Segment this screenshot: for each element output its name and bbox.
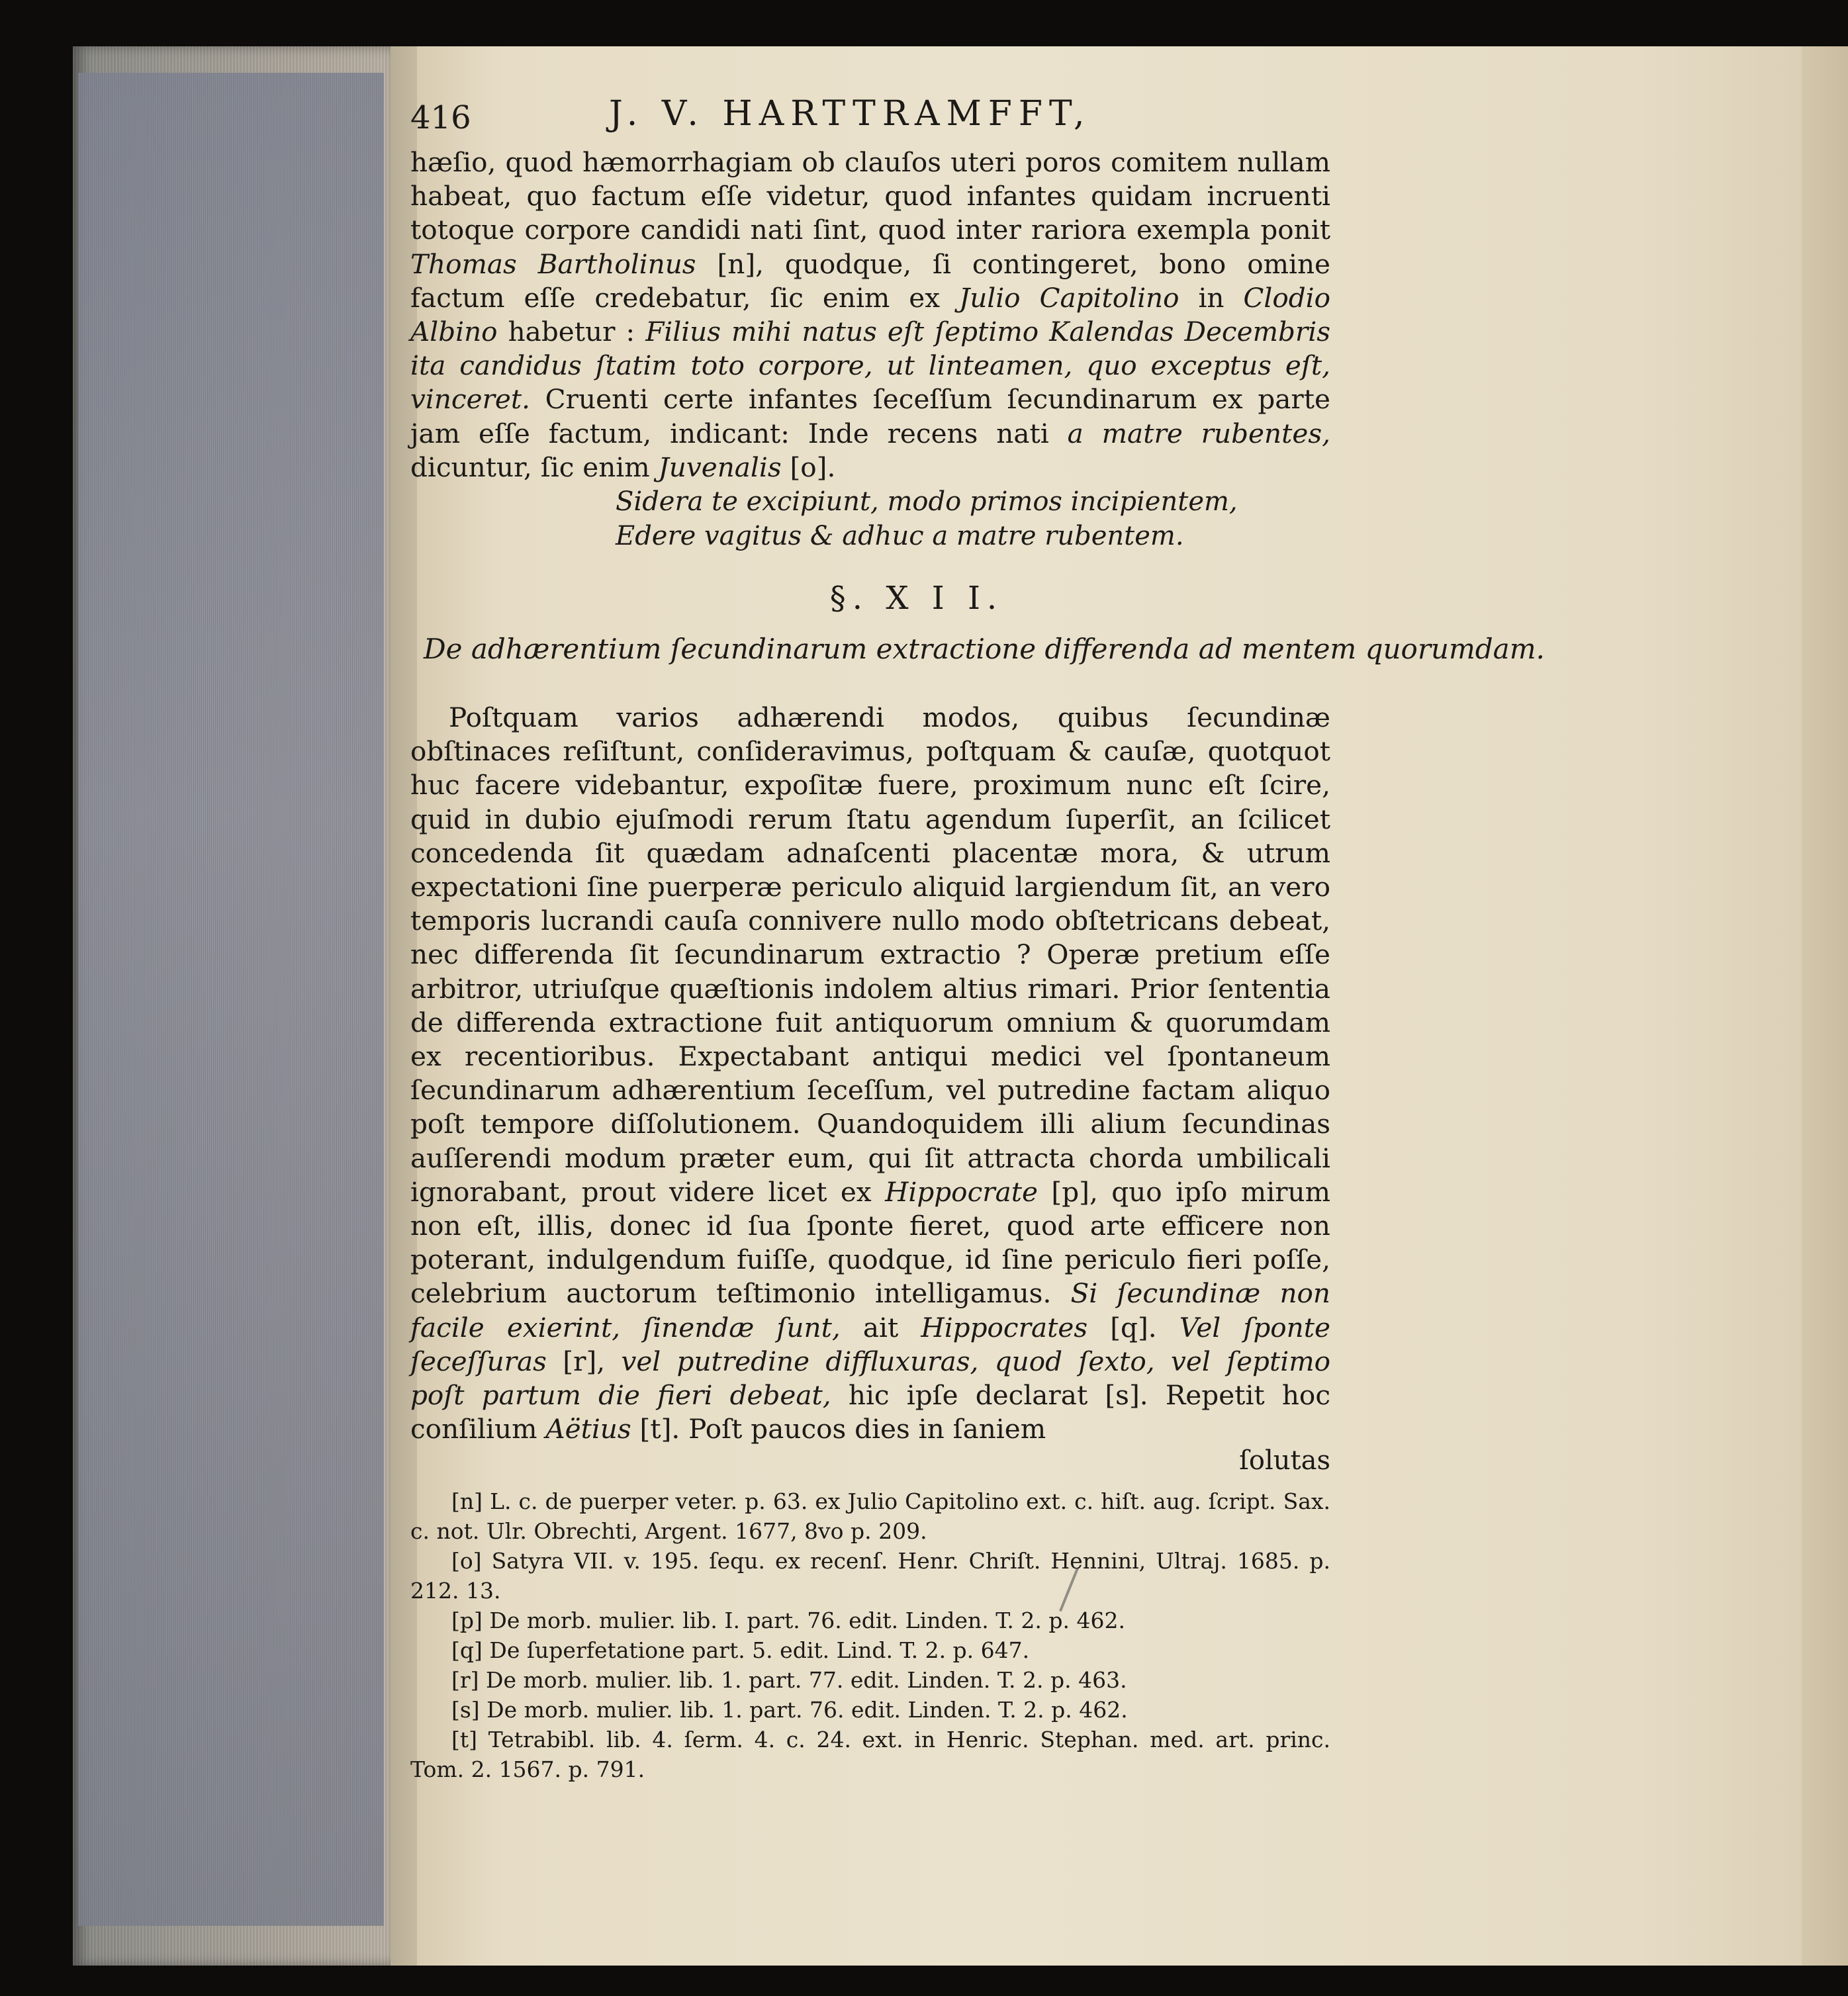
text-run: [o].	[781, 451, 836, 483]
paragraph-2	[410, 701, 1330, 1446]
text-run: habetur :	[497, 316, 646, 348]
running-header	[410, 86, 1330, 146]
fore-edge-texture	[78, 73, 384, 1926]
verse-quotation	[616, 484, 1330, 553]
italic-run: vel putredine diffluxuras, quod ſexto, vel ſeptimo poſt partum die fieri debeat,	[410, 1345, 1330, 1412]
footnote: [s] De morb. mulier. lib. 1. part. 76. edit. Linden. T. 2. p. 462.	[451, 1696, 1128, 1723]
paragraph-1	[410, 146, 1330, 484]
verse-line: Sidera te excipiunt, modo primos incipientem,	[616, 486, 1238, 518]
footnote: [q] De ſuperfetatione part. 5. edit. Lind. T. 2. p. 647.	[451, 1637, 1030, 1663]
text-run: ait	[840, 1311, 921, 1343]
italic-run: Vel ſponte ſeceſſuras	[410, 1311, 1331, 1377]
italic-run: Hippocrates	[921, 1311, 1088, 1343]
italic-run: Juvenalis	[658, 451, 782, 483]
footnote: [o] Satyra VII. v. 195. ſequ. ex recenſ. Henr. Chriſt. Hennini, Ultraj. 1685. p. 212. 13.	[410, 1547, 1330, 1604]
page-number: 416	[410, 99, 471, 136]
catchword: ſolutas	[1239, 1445, 1330, 1476]
text-run: hæſio, quod hæmorrhagiam ob clauſos uteri poros comitem nullam habeat, quo factum eſſe videtur, quod infantes quidam incruenti totoque corpore candidi nati ſint, quod inter rariora exempla ponit	[410, 146, 1330, 246]
footnotes	[410, 1486, 1330, 1784]
text-run: [n], quodque, ſi contingeret, bono omine factum eſſe credebatur, ſic enim ex	[410, 248, 1330, 314]
footnote: [p] De morb. mulier. lib. I. part. 76. edit. Linden. T. 2. p. 462.	[451, 1607, 1125, 1633]
footnote: [r] De morb. mulier. lib. 1. part. 77. edit. Linden. T. 2. p. 463.	[451, 1666, 1127, 1693]
text-run: [t]. Poſt paucos dies in ſaniem	[631, 1413, 1046, 1445]
text-run: dicuntur, ſic enim	[410, 451, 659, 483]
text-run: in	[1179, 281, 1244, 314]
section-title: De adhærentium ſecundinarum extractione differenda ad mentem quorumdam.	[424, 633, 1545, 666]
italic-run: Clodio Albino	[410, 281, 1330, 348]
italic-run: Filius mihi natus eſt ſeptimo Kalendas Decembris ita candidus ſtatim toto corpore, ut linteamen, quo exceptus eſt, vinceret.	[410, 316, 1330, 416]
footnote: [n] L. c. de puerper veter. p. 63. ex Julio Capitolino ext. c. hiſt. aug. ſcript. Sax. c. not. Ulr. Obrechti, Argent. 1677, 8vo p. 209.	[410, 1488, 1330, 1544]
page-content	[410, 86, 1545, 1784]
facing-page-edge	[1802, 46, 1848, 1966]
text-run: Poſtquam varios adhærendi modos, quibus ſecundinæ obſtinaces reſiſtunt, conſideravimus, poſtquam & cauſæ, quotquot huc facere videbantur, expoſitæ fuere, proximum nunc eſt ſcire, quid in dubio ejuſmodi rerum ſtatu agendum ſuperſit, an ſcilicet concedenda ſit quædam adnaſcenti placentæ mora, & utrum expectationi ſine puerperæ periculo aliquid largiendum ſit, an vero temporis lucrandi cauſa connivere nullo modo obſtetricans debeat, nec differenda ſit ſecundinarum extractio ? Operæ pretium eſſe arbitror, utriuſque quæſtionis indolem altius rimari. Prior ſententia de differenda extractione fuit antiquorum omnium & quorumdam ex recentioribus. Expectabant antiqui medici vel ſpontaneum ſecundinarum adhærentium ſeceſſum, vel putredine factam aliquo poſt tempore diſſolutionem. Quandoquidem illi alium ſecundinas auſſerendi modum præter eum, qui ſit attracta chorda umbilicali ignorabant, prout videre licet ex	[410, 702, 1330, 1208]
text-run: [r],	[546, 1345, 622, 1377]
italic-run: Si ſecundinæ non facile exierint, ſinendæ ſunt,	[410, 1277, 1330, 1343]
text-run: [q].	[1087, 1311, 1179, 1343]
text-run: hic ipſe declarat [s]. Repetit hoc conſilium	[410, 1379, 1330, 1445]
italic-run: a matre rubentes,	[1067, 417, 1330, 449]
footnote: [t] Tetrabibl. lib. 4. ſerm. 4. c. 24. ext. in Henric. Stephan. med. art. princ. Tom. 2. 1567. p. 791.	[410, 1726, 1330, 1782]
italic-run: Aëtius	[545, 1413, 631, 1445]
italic-run: Thomas Bartholinus	[410, 248, 696, 280]
text-run: [p], quo ipſo mirum non eſt, illis, donec id ſua ſponte fieret, quod arte efficere non poterant, indulgendum fuiſſe, quodque, id ſine periculo fieri poſſe, celebrium auctorum teſtimonio intelligamus.	[410, 1175, 1330, 1310]
text-run: Cruenti certe infantes ſeceſſum ſecundinarum ex parte jam eſſe factum, indicant: Inde recens nati	[410, 383, 1330, 449]
italic-run: Hippocrate	[885, 1175, 1038, 1208]
running-title: J. V. HARTTRAMFFT,	[609, 94, 1091, 134]
verse-line: Edere vagitus & adhuc a matre rubentem.	[616, 521, 1184, 552]
page-block-edge	[73, 46, 391, 1966]
italic-run: Julio Capitolino	[958, 281, 1179, 314]
section-heading: §. X I I.	[829, 580, 1004, 617]
